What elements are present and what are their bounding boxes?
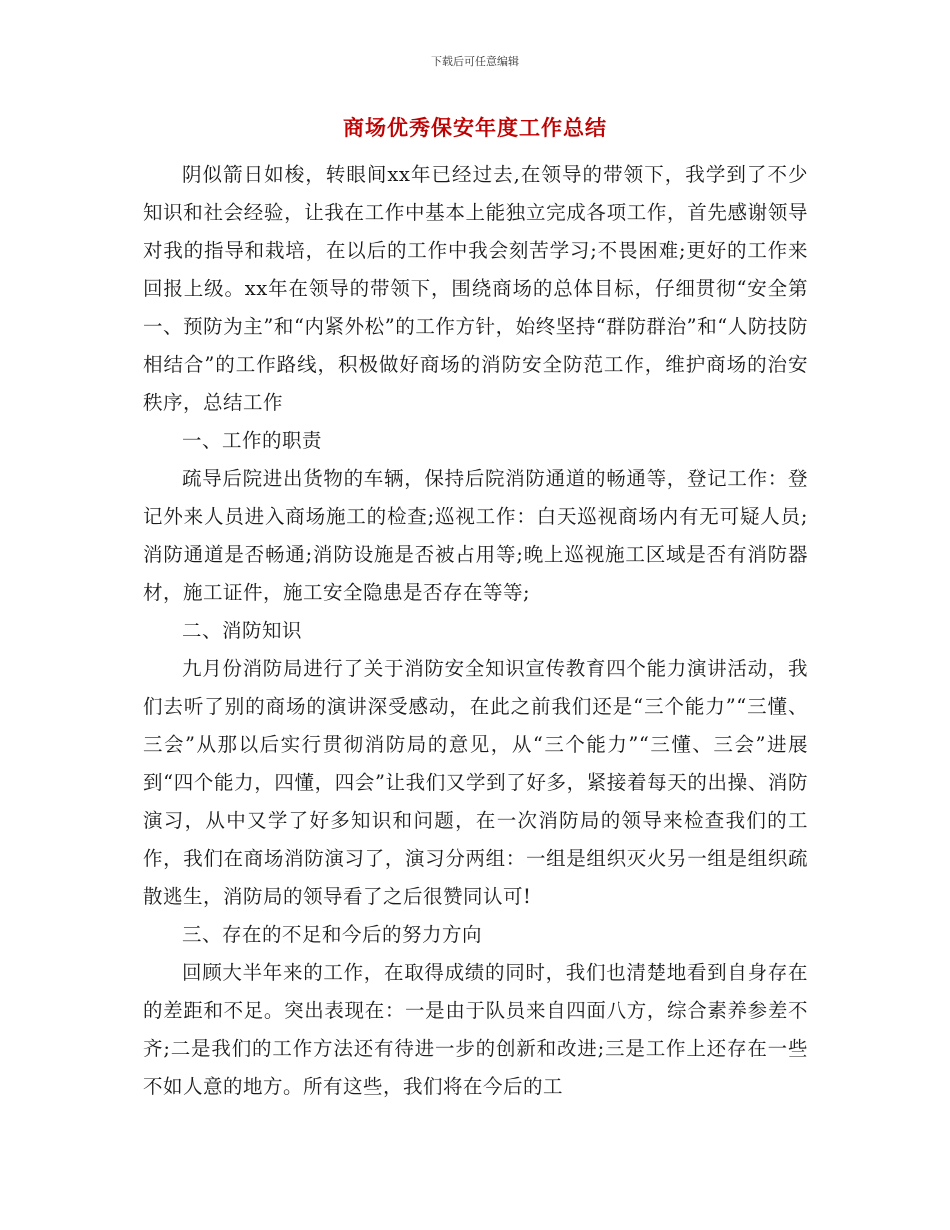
section-heading-fire-knowledge: 二、消防知识 — [182, 619, 303, 642]
section-heading-duties: 一、工作的职责 — [182, 429, 323, 452]
paragraph-shortcomings: 回顾大半年来的工作，在取得成绩的同时，我们也清楚地看到自身存在的差距和不足。突出表现在：一是由于队员来自四面八方，综合素养参差不齐;二是我们的工作方法还有待进一步的创新和改进;三是工作上还存在一些不如人意的地方。所有这些，我们将在今后的工 — [143, 961, 808, 1098]
paragraph-fire-knowledge: 九月份消防局进行了关于消防安全知识宣传教育四个能力演讲活动，我们去听了别的商场的演讲深受感动，在此之前我们还是“三个能力”“三懂、三会”从那以后实行贯彻消防局的意见，从“三个能力”“三懂、三会”进展到“四个能力，四懂，四会”让我们又学到了好多，紧接着每天的出操、消防演习，从中又学了好多知识和问题，在一次消防局的领导来检查我们的工作，我们在商场消防演习了，演习分两组：一组是组织灭火另一组是组织疏散逃生，消防局的领导看了之后很赞同认可! — [143, 657, 808, 908]
document-body — [143, 156, 808, 1106]
document-title: 商场优秀保安年度工作总结 — [343, 116, 607, 140]
header-note: 下载后可任意编辑 — [431, 55, 519, 68]
paragraph-intro: 阴似箭日如梭，转眼间xx年已经过去,在领导的带领下，我学到了不少知识和社会经验，让我在工作中基本上能独立完成各项工作，首先感谢领导对我的指导和栽培，在以后的工作中我会刻苦学习;不畏困难;更好的工作来回报上级。xx年在领导的带领下，围绕商场的总体目标，仔细贯彻“安全第一、预防为主”和“内紧外松”的工作方针，始终坚持“群防群治”和“人防技防相结合”的工作路线，积极做好商场的消防安全防范工作，维护商场的治安秩序，总结工作 — [143, 163, 808, 414]
paragraph-duties: 疏导后院进出货物的车辆，保持后院消防通道的畅通等，登记工作：登记外来人员进入商场施工的检查;巡视工作：白天巡视商场内有无可疑人员;消防通道是否畅通;消防设施是否被占用等;晚上巡视施工区域是否有消防器材，施工证件，施工安全隐患是否存在等等; — [143, 467, 808, 604]
section-heading-shortcomings: 三、存在的不足和今后的努力方向 — [182, 923, 483, 946]
